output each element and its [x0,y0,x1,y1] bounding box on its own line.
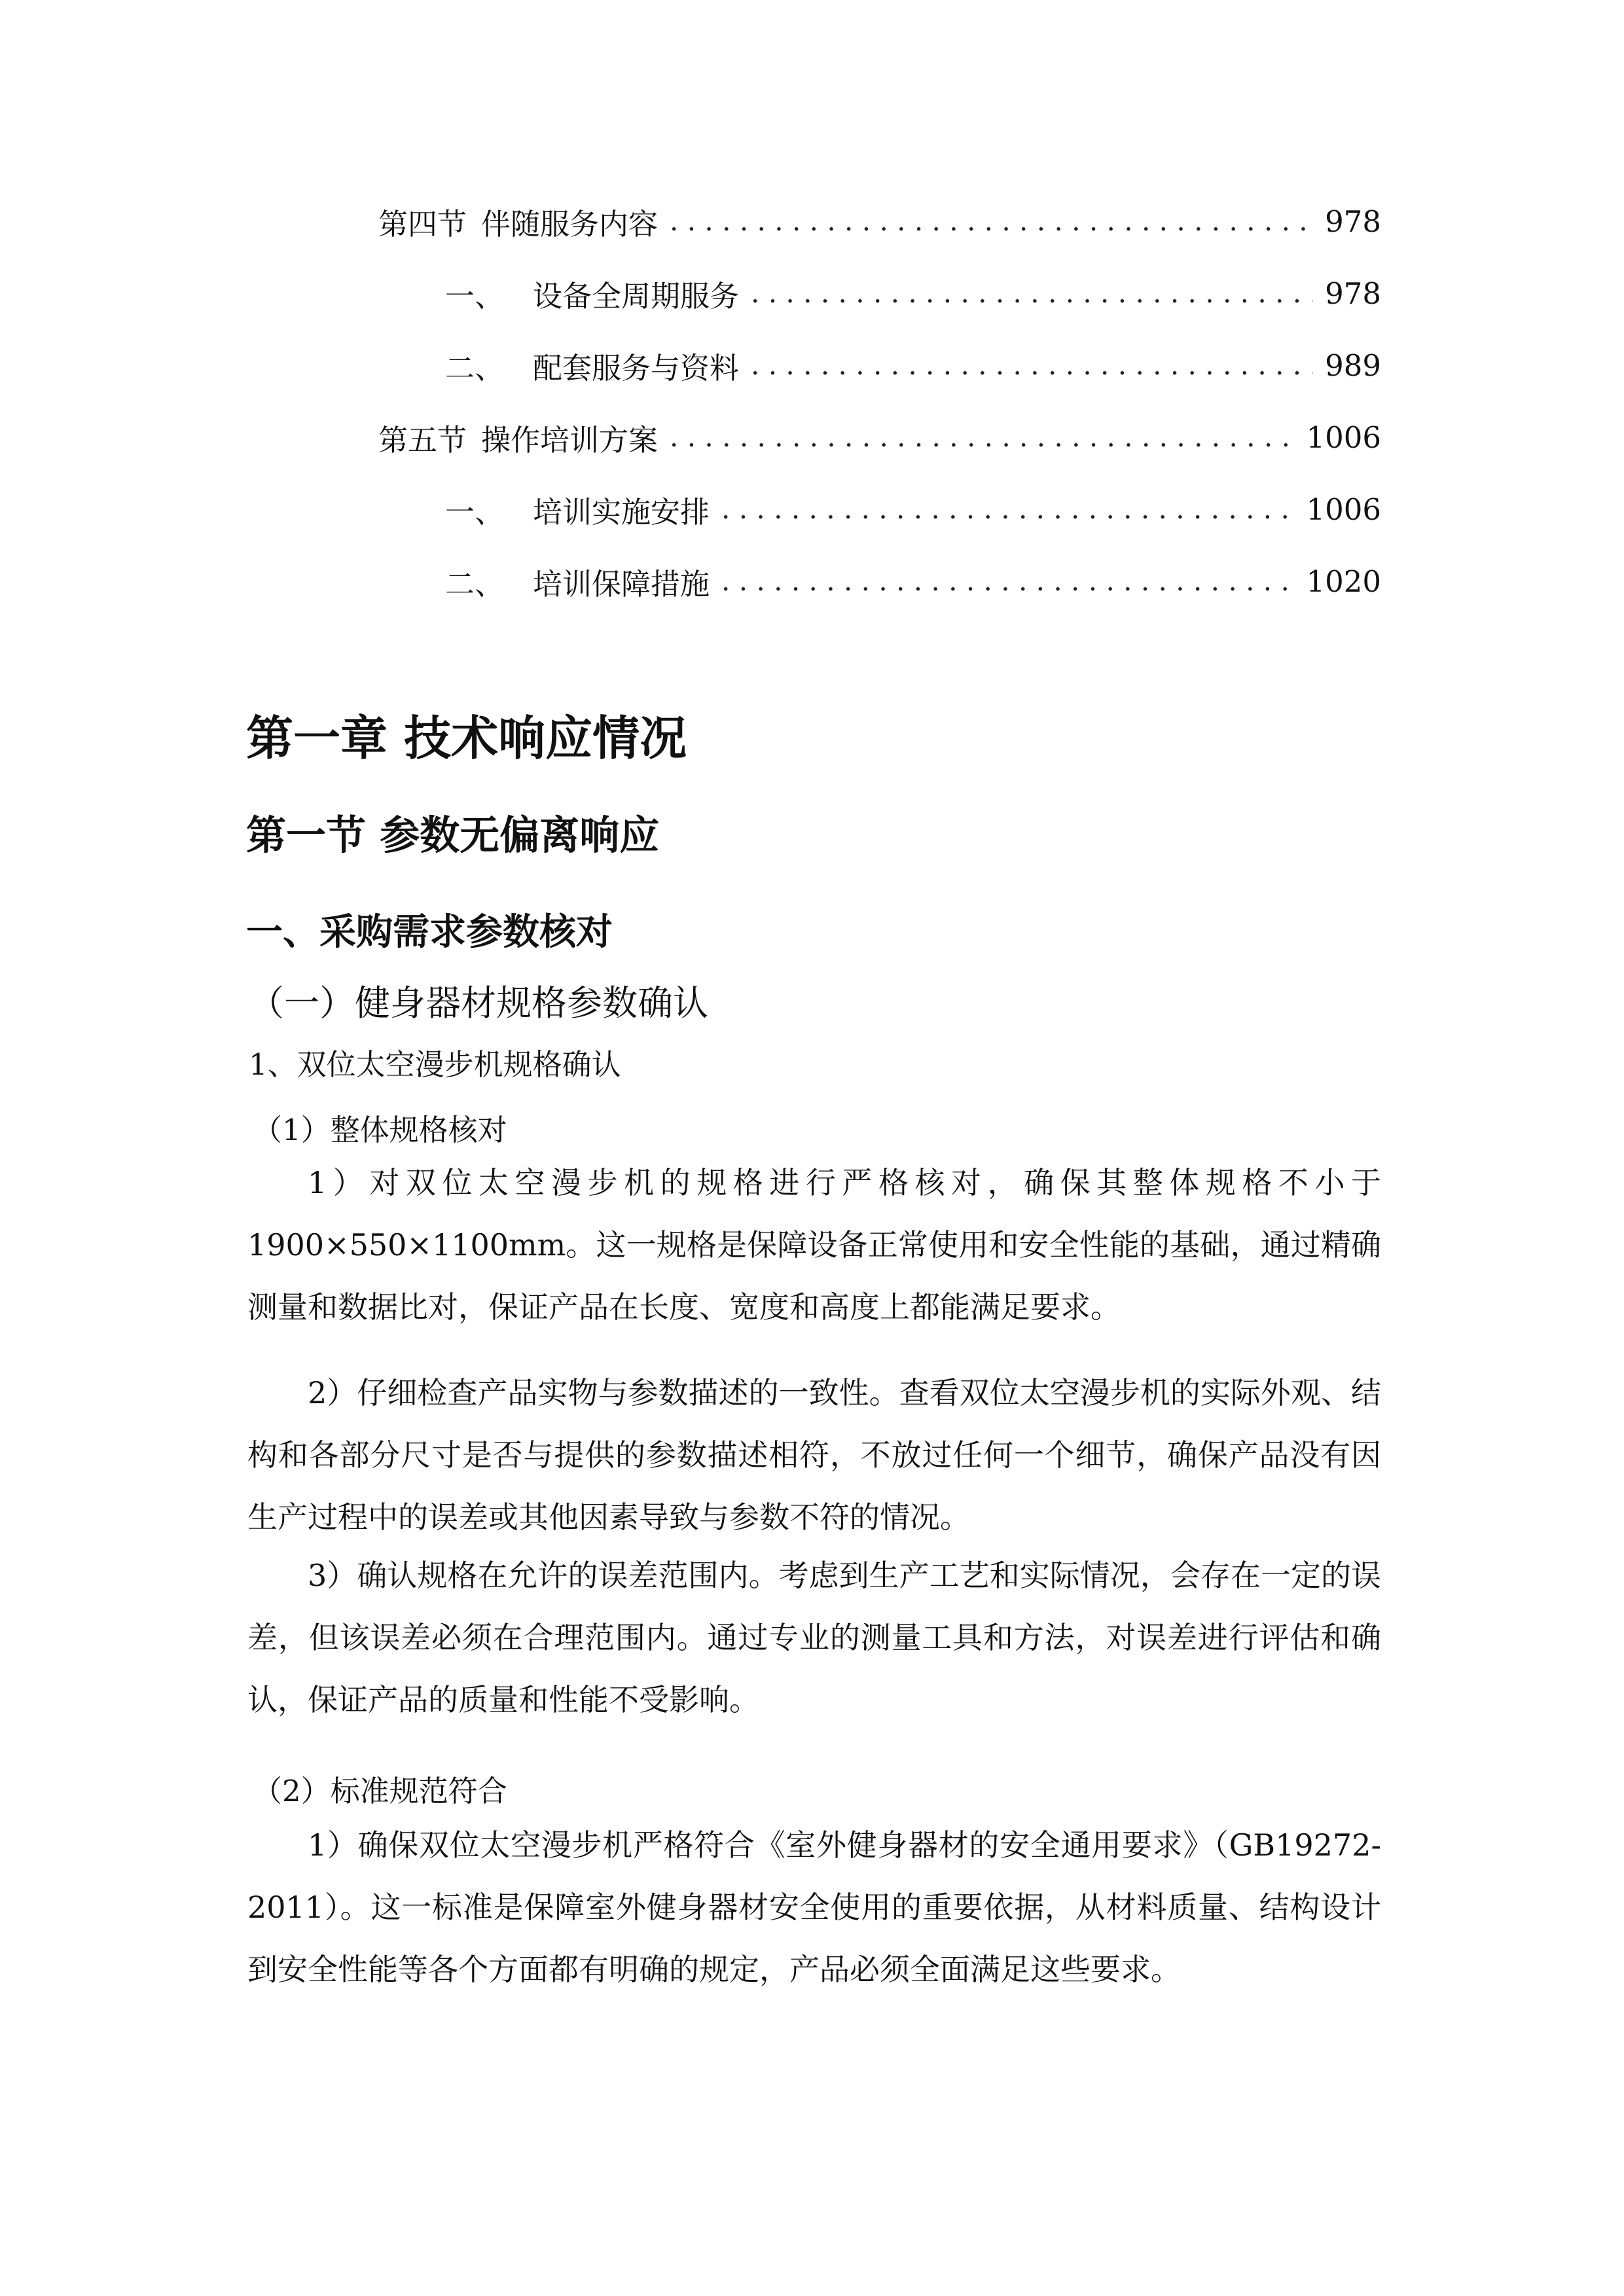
toc-entry-number: 第四节 [378,206,467,242]
toc-entry-title: 培训保障措施 [533,566,710,601]
toc-entry-number: 二、 [445,350,505,386]
toc-entry[interactable] [445,483,1381,535]
toc-entry[interactable] [445,267,1381,319]
toc-entry-page: 978 [1325,204,1381,239]
toc-dot-leader [751,347,1313,384]
body-paragraph: 1）确保双位太空漫步机严格符合《室外健身器材的安全通用要求》（GB19272-2011）。这一标准是保障室外健身器材安全使用的重要依据，从材料质量、结构设计到安全性能等各个方面都有明确的规定，产品必须全面满足这些要求。 [247,1827,1381,1987]
toc-entry-page: 1006 [1306,492,1381,527]
toc-dot-leader [751,275,1313,312]
toc-entry-number: 一、 [445,278,505,314]
section-title: 第一节 参数无偏离响应 [246,812,660,859]
toc-entry-title: 伴随服务内容 [481,206,659,242]
toc-dot-leader [670,419,1294,456]
body-paragraph: 3）确认规格在允许的误差范围内。考虑到生产工艺和实际情况，会存在一定的误差，但该误差必须在合理范围内。通过专业的测量工具和方法，对误差进行评估和确认，保证产品的质量和性能不受影响。 [247,1558,1381,1717]
toc-entry-page: 1006 [1306,420,1381,455]
toc-entry-number: 二、 [445,566,505,601]
part-title: （2）标准规范符合 [253,1774,507,1808]
body-paragraph: 1）对双位太空漫步机的规格进行严格核对，确保其整体规格不小于1900×550×1100mm。这一规格是保障设备正常使用和安全性能的基础，通过精确测量和数据比对，保证产品在长度、宽度和高度上都能满足要求。 [247,1165,1381,1325]
toc-entry[interactable] [445,339,1381,391]
body-paragraph: 2）仔细检查产品实物与参数描述的一致性。查看双位太空漫步机的实际外观、结构和各部分尺寸是否与提供的参数描述相符，不放过任何一个细节，确保产品没有因生产过程中的误差或其他因素导致与参数不符的情况。 [247,1375,1381,1535]
toc-entry-page: 1020 [1306,564,1381,599]
toc-entry-title: 操作培训方案 [481,422,659,457]
point-title: 1、双位太空漫步机规格确认 [249,1047,621,1082]
toc-entry-page: 989 [1325,348,1381,383]
toc-entry-title: 设备全周期服务 [533,278,740,314]
toc-dot-leader [721,491,1294,528]
toc-entry-number: 一、 [445,494,505,529]
toc-entry-number: 第五节 [378,422,467,457]
toc-dot-leader [670,203,1313,240]
toc-dot-leader [721,563,1294,600]
toc-entry[interactable] [378,195,1381,247]
item-title: （一）健身器材规格参数确认 [249,982,708,1024]
chapter-title: 第一章 技术响应情况 [246,711,687,766]
toc-entry[interactable] [445,555,1381,607]
toc-entry-page: 978 [1325,276,1381,311]
subsection-title: 一、采购需求参数核对 [246,911,613,954]
toc-entry-title: 培训实施安排 [533,494,710,529]
part-title: （1）整体规格核对 [253,1113,507,1147]
toc-entry[interactable] [378,411,1381,463]
toc-entry-title: 配套服务与资料 [533,350,740,386]
